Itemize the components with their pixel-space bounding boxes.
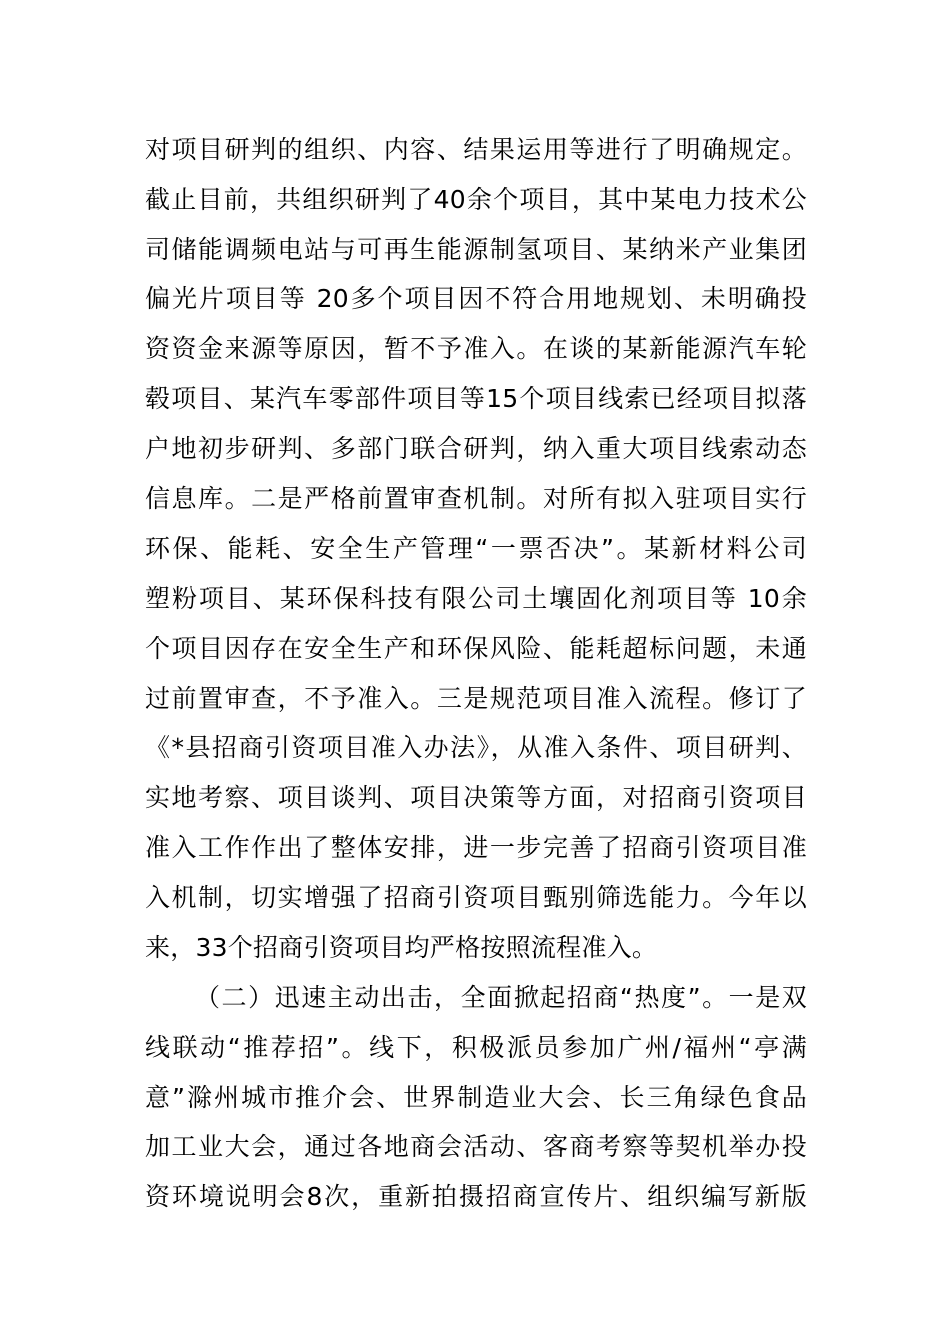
text-line: 毂项目、某汽车零部件项目等15个项目线索已经项目拟落	[145, 384, 807, 413]
text-line: 塑粉项目、某环保科技有限公司土壤固化剂项目等 10余	[145, 584, 807, 613]
text-line: 来，33个招商引资项目均严格按照流程准入。	[145, 933, 658, 962]
text-line: 偏光片项目等 20多个项目因不符合用地规划、未明确投	[145, 284, 807, 313]
text-line: 准入工作作出了整体安排，进一步完善了招商引资项目准	[145, 833, 807, 862]
text-line: 司储能调频电站与可再生能源制氢项目、某纳米产业集团	[145, 235, 807, 264]
text-line: 入机制，切实增强了招商引资项目甄别筛选能力。今年以	[145, 883, 807, 912]
text-line: 线联动“推荐招”。线下，积极派员参加广州/福州“亭满	[145, 1033, 807, 1062]
text-line: 户地初步研判、多部门联合研判，纳入重大项目线索动态	[145, 434, 807, 463]
text-line: 过前置审查，不予准入。三是规范项目准入流程。修订了	[145, 684, 807, 713]
text-line: 意”滁州城市推介会、世界制造业大会、长三角绿色食品	[145, 1083, 807, 1112]
text-line: 《*县招商引资项目准入办法》，从准入条件、项目研判、	[145, 733, 807, 762]
text-line: 加工业大会，通过各地商会活动、客商考察等契机举办投	[145, 1132, 807, 1161]
paragraph-first-line: （二）迅速主动出击，全面掀起招商“热度”。一是双	[195, 983, 807, 1012]
text-line: 个项目因存在安全生产和环保风险、能耗超标问题，未通	[145, 634, 807, 663]
text-line: 资资金来源等原因，暂不予准入。在谈的某新能源汽车轮	[145, 334, 807, 363]
text-line: 信息库。二是严格前置审查机制。对所有拟入驻项目实行	[145, 484, 807, 513]
text-line: 实地考察、项目谈判、项目决策等方面，对招商引资项目	[145, 783, 807, 812]
text-line: 环保、能耗、安全生产管理“一票否决”。某新材料公司	[145, 534, 807, 563]
text-line: 截止目前，共组织研判了40余个项目，其中某电力技术公	[145, 185, 807, 214]
text-line: 对项目研判的组织、内容、结果运用等进行了明确规定。	[145, 135, 807, 164]
text-line: 资环境说明会8次，重新拍摄招商宣传片、组织编写新版	[145, 1182, 807, 1211]
